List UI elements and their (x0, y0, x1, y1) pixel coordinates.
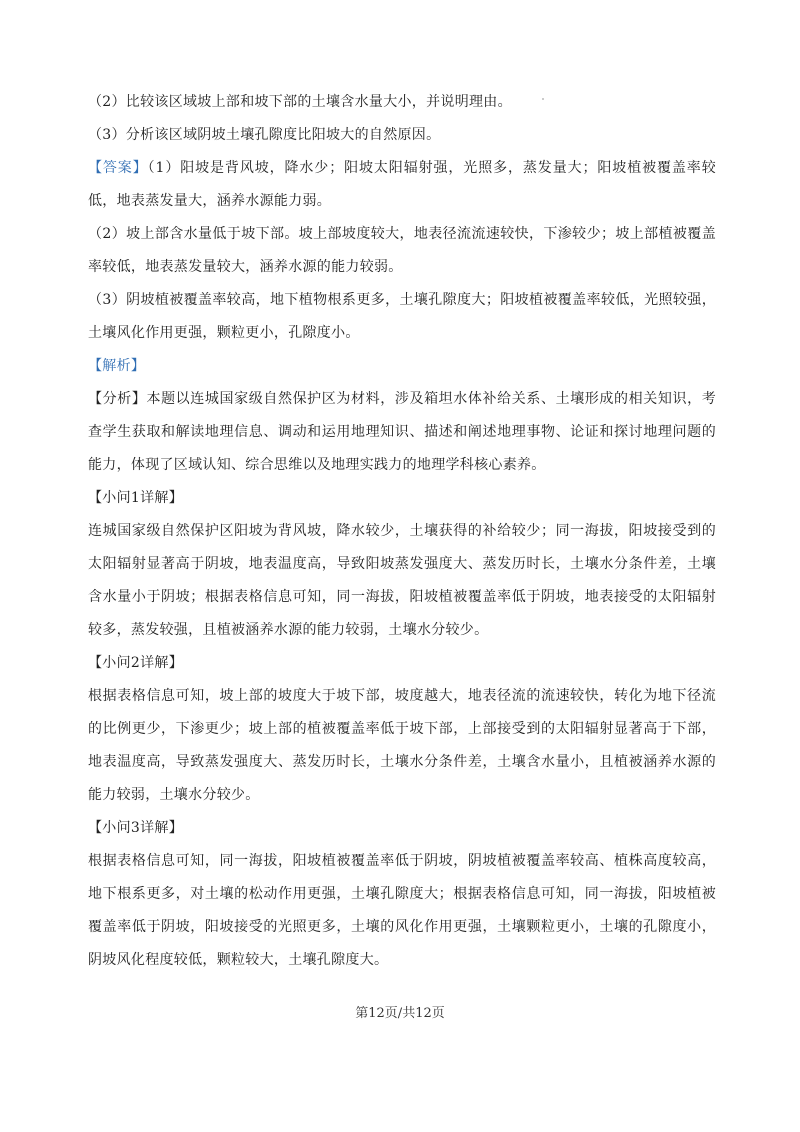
page-number: 第12页/共12页 (355, 1006, 445, 1021)
question-2: （2）比较该区域坡上部和坡下部的土壤含水量大小，并说明理由。 (88, 94, 512, 110)
sub-question-3-heading: 【小问3详解】 (88, 820, 184, 836)
analysis-intro-text: 本题以连城国家级自然保护区为材料，涉及箱坦水体补给关系、土壤形成的相关知识，考查学生获取和解读地理信息、调动和运用地理知识、描述和阐述地理事物、论证和探讨地理问题的能力，体现了区域认知、综合思维以及地理实践力的地理学科核心素养。 (88, 391, 716, 473)
analysis-intro-label: 【分析】 (88, 391, 147, 407)
answer-label: 【答案】 (88, 160, 148, 176)
sub-question-1-heading: 【小问1详解】 (88, 490, 184, 506)
document-content (88, 86, 716, 977)
sub-question-3-text: 根据表格信息可知，同一海拔，阳坡植被覆盖率低于阴坡，阴坡植被覆盖率较高、植株高度较高，地下根系更多，对土壤的松动作用更强，土壤孔隙度大；根据表格信息可知，同一海拔，阳坡植被覆盖率低于阴坡，阳坡接受的光照更多，土壤的风化作用更强，土壤颗粒更小，土壤的孔隙度小，阴坡风化程度较低，颗粒较大，土壤孔隙度大。 (88, 853, 716, 968)
sub-question-2-heading: 【小问2详解】 (88, 655, 184, 671)
answer-3: （3）阴坡植被覆盖率较高，地下植物根系更多，土壤孔隙度大；阳坡植被覆盖率较低，光照较强，土壤风化作用更强，颗粒更小，孔隙度小。 (88, 292, 716, 341)
sub-question-1-text: 连城国家级自然保护区阳坡为背风坡，降水较少，土壤获得的补给较少；同一海拔，阳坡接受到的太阳辐射显著高于阴坡，地表温度高，导致阳坡蒸发强度大、蒸发历时长，土壤水分条件差，土壤含水量小于阴坡；根据表格信息可知，同一海拔，阳坡植被覆盖率低于阴坡，地表接受的太阳辐射较多，蒸发较强，且植被涵养水源的能力较弱，土壤水分较少。 (88, 523, 716, 638)
answer-2: （2）坡上部含水量低于坡下部。坡上部坡度较大，地表径流流速较快，下渗较少；坡上部植被覆盖率较低，地表蒸发量较大，涵养水源的能力较弱。 (88, 226, 716, 275)
sub-question-2-text: 根据表格信息可知，坡上部的坡度大于坡下部，坡度越大，地表径流的流速较快，转化为地下径流的比例更少，下渗更少；坡上部的植被覆盖率低于坡下部，上部接受到的太阳辐射显著高于下部，地表温度高，导致蒸发强度大、蒸发历时长，土壤水分条件差，土壤含水量小，且植被涵养水源的能力较弱，土壤水分较少。 (88, 688, 716, 803)
answer-1-text: （1）阳坡是背风坡，降水少；阳坡太阳辐射强，光照多，蒸发量大；阳坡植被覆盖率较低，地表蒸发量大，涵养水源能力弱。 (88, 160, 717, 209)
analysis-intro (88, 383, 716, 482)
question-3: （3）分析该区域阴坡土壤孔隙度比阳坡大的自然原因。 (88, 127, 441, 143)
analysis-label: 【解析】 (88, 358, 146, 374)
answer-1 (88, 152, 716, 218)
